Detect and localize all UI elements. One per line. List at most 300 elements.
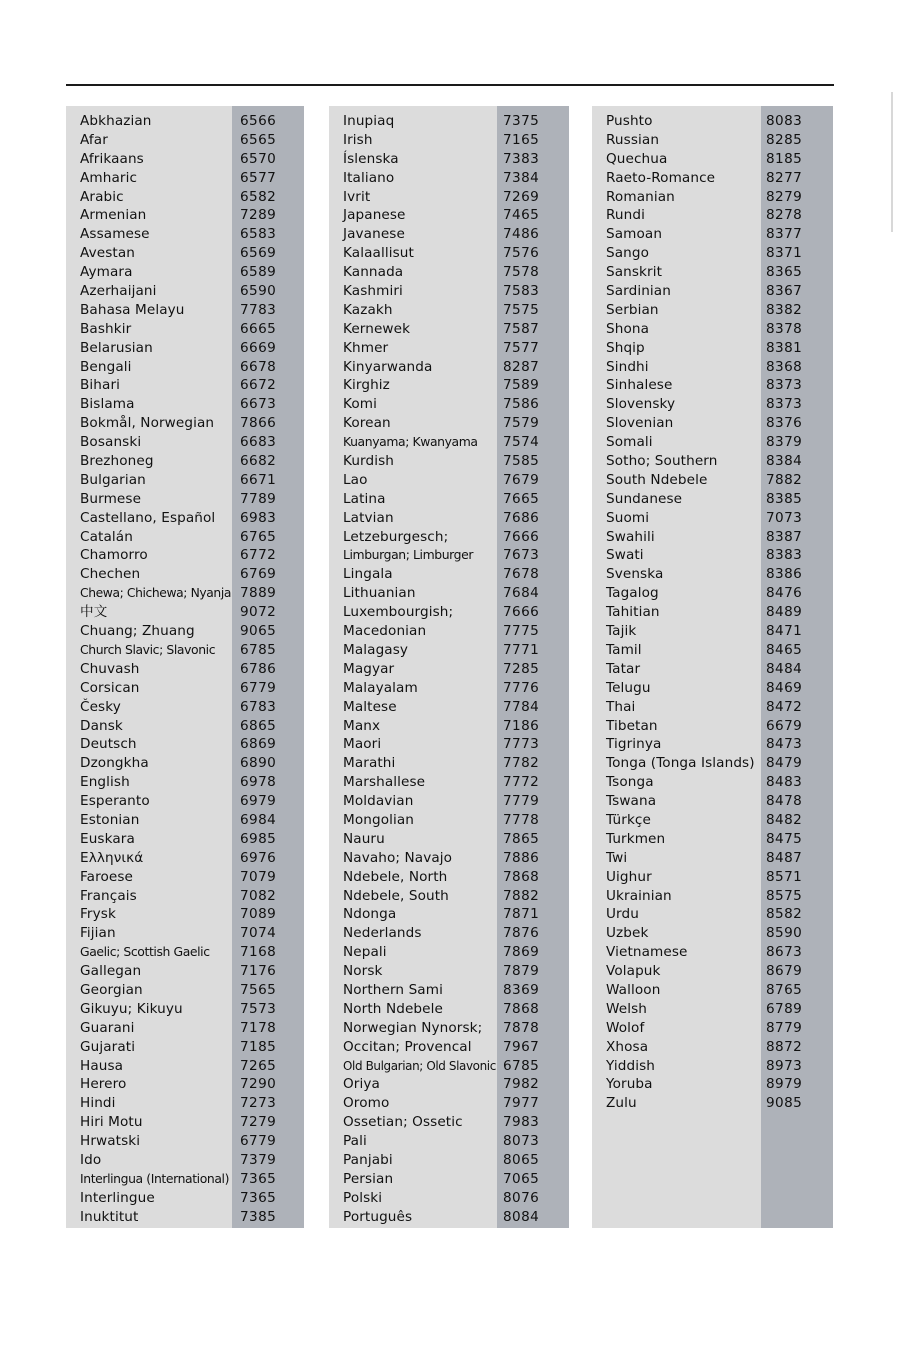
language-code: 8872	[766, 1038, 803, 1055]
language-name: Gikuyu; Kikuyu	[80, 1000, 183, 1017]
language-row	[329, 169, 569, 188]
language-code: 8368	[766, 358, 803, 375]
language-code: 8383	[766, 547, 803, 564]
language-row	[329, 924, 569, 943]
language-name: Euskara	[80, 830, 135, 847]
language-name: Amharic	[80, 169, 138, 186]
language-name: Javanese	[343, 226, 405, 243]
language-name: Afrikaans	[80, 150, 144, 167]
language-code: 8387	[766, 528, 803, 545]
language-code: 7666	[503, 528, 540, 545]
language-row	[66, 830, 304, 849]
language-row	[66, 452, 304, 471]
language-name: Limburgan; Limburger	[343, 547, 474, 563]
language-row	[66, 339, 304, 358]
language-code: 8487	[766, 849, 803, 866]
language-row	[66, 263, 304, 282]
language-code: 7869	[503, 944, 540, 961]
language-row	[66, 981, 304, 1000]
language-name: Kirghiz	[343, 377, 390, 394]
language-code: 8475	[766, 830, 803, 847]
language-row	[66, 112, 304, 131]
language-row	[66, 150, 304, 169]
language-code: 6673	[240, 396, 277, 413]
language-row	[66, 320, 304, 339]
language-code: 7465	[503, 207, 540, 224]
language-code: 8073	[503, 1133, 540, 1150]
language-name: Assamese	[80, 226, 150, 243]
language-row	[329, 131, 569, 150]
language-row	[66, 169, 304, 188]
language-name: Nederlands	[343, 925, 422, 942]
language-name: Komi	[343, 396, 377, 413]
language-code: 9065	[240, 623, 277, 640]
language-code: 7673	[503, 547, 540, 564]
language-row	[66, 905, 304, 924]
language-name: Swati	[606, 547, 644, 564]
language-code: 6566	[240, 113, 277, 129]
language-name: Raeto-Romance	[606, 169, 716, 186]
language-code: 7977	[503, 1095, 540, 1112]
language-code: 6978	[240, 774, 277, 791]
language-row	[66, 1038, 304, 1057]
language-name: Bokmål, Norwegian	[80, 415, 215, 432]
language-code: 8386	[766, 566, 803, 583]
language-code: 7082	[240, 887, 277, 904]
language-code: 7886	[503, 849, 540, 866]
language-row	[592, 603, 833, 622]
language-code: 7073	[766, 509, 803, 526]
language-row	[66, 414, 304, 433]
language-name: Nepali	[343, 944, 387, 961]
language-list	[66, 112, 304, 1227]
language-code: 8279	[766, 188, 803, 205]
language-code: 8377	[766, 226, 803, 243]
language-row	[66, 244, 304, 263]
language-code: 6590	[240, 283, 277, 300]
language-name: Pali	[343, 1133, 367, 1150]
language-row	[329, 565, 569, 584]
language-name: Türkçe	[606, 811, 651, 828]
language-name: Bashkir	[80, 320, 132, 337]
language-code: 7375	[503, 113, 540, 129]
language-code: 8779	[766, 1019, 803, 1036]
language-row	[592, 792, 833, 811]
language-name: English	[80, 774, 130, 791]
language-code: 8382	[766, 301, 803, 318]
language-code: 7772	[503, 774, 540, 791]
language-code: 8381	[766, 339, 803, 356]
language-column-3	[592, 106, 833, 1228]
language-row	[66, 433, 304, 452]
language-name: Sinhalese	[606, 377, 673, 394]
language-code: 7576	[503, 245, 540, 262]
language-row	[66, 188, 304, 207]
language-name: Hindi	[80, 1095, 116, 1112]
language-row	[592, 528, 833, 547]
language-row	[592, 754, 833, 773]
language-code: 8679	[766, 963, 803, 980]
language-name: Sardinian	[606, 283, 671, 300]
language-row	[329, 641, 569, 660]
language-code: 6779	[240, 1133, 277, 1150]
language-name: Ελληνικά	[80, 849, 144, 866]
language-name: Chuvash	[80, 660, 140, 677]
language-code: 8376	[766, 415, 803, 432]
language-name: Persian	[343, 1170, 394, 1187]
language-code: 6869	[240, 736, 277, 753]
language-code: 8278	[766, 207, 803, 224]
language-code: 8084	[503, 1208, 540, 1225]
language-name: Bahasa Melayu	[80, 301, 185, 318]
language-row	[329, 603, 569, 622]
language-row	[329, 414, 569, 433]
language-name: Northern Sami	[343, 981, 443, 998]
language-row	[329, 981, 569, 1000]
language-row	[66, 546, 304, 565]
language-name: Letzeburgesch;	[343, 528, 449, 545]
language-name: Afar	[80, 131, 108, 148]
language-code: 8371	[766, 245, 803, 262]
language-code: 8575	[766, 887, 803, 904]
language-code: 7783	[240, 301, 277, 318]
language-name: Maltese	[343, 698, 397, 715]
language-name: Yiddish	[606, 1057, 656, 1074]
language-code: 8765	[766, 981, 803, 998]
language-code: 7982	[503, 1076, 540, 1093]
language-code: 8478	[766, 793, 803, 810]
language-row	[329, 1151, 569, 1170]
language-name: Kashmiri	[343, 283, 403, 300]
language-name: Oromo	[343, 1095, 390, 1112]
language-row	[592, 849, 833, 868]
language-code: 7665	[503, 490, 540, 507]
language-name: Suomi	[606, 509, 650, 526]
language-code: 7185	[240, 1038, 277, 1055]
language-name: Deutsch	[80, 736, 137, 753]
language-row	[329, 698, 569, 717]
language-name: Panjabi	[343, 1151, 393, 1168]
language-list	[329, 112, 569, 1227]
language-row	[329, 905, 569, 924]
language-name: Telugu	[606, 679, 651, 696]
language-row	[329, 830, 569, 849]
language-row	[592, 376, 833, 395]
language-code: 7585	[503, 453, 540, 470]
language-code: 8287	[503, 358, 540, 375]
language-row	[329, 1000, 569, 1019]
language-row	[329, 868, 569, 887]
language-name: Bengali	[80, 358, 132, 375]
language-code: 8365	[766, 264, 803, 281]
language-row	[66, 1132, 304, 1151]
language-code: 7577	[503, 339, 540, 356]
language-code: 8479	[766, 755, 803, 772]
language-column-2	[329, 106, 569, 1228]
language-name: Georgian	[80, 981, 143, 998]
language-row	[592, 1038, 833, 1057]
language-row	[66, 660, 304, 679]
language-code: 7265	[240, 1057, 277, 1074]
language-code: 8673	[766, 944, 803, 961]
language-name: Ndebele, North	[343, 868, 448, 885]
language-row	[66, 641, 304, 660]
language-code: 7779	[503, 793, 540, 810]
language-name: Twi	[606, 849, 628, 866]
language-code: 7365	[240, 1189, 277, 1206]
language-row	[66, 395, 304, 414]
language-code: 7684	[503, 585, 540, 602]
language-row	[66, 717, 304, 736]
language-code: 7565	[240, 981, 277, 998]
language-code: 7782	[503, 755, 540, 772]
language-row	[592, 698, 833, 717]
language-code: 8973	[766, 1057, 803, 1074]
language-row	[329, 811, 569, 830]
language-row	[592, 1094, 833, 1113]
language-row	[329, 943, 569, 962]
language-row	[592, 339, 833, 358]
language-name: South Ndebele	[606, 471, 708, 488]
language-name: Português	[343, 1208, 413, 1225]
language-code: 8482	[766, 811, 803, 828]
language-name: Esperanto	[80, 793, 150, 810]
language-row	[66, 225, 304, 244]
language-name: Kuanyama; Kwanyama	[343, 434, 478, 450]
language-code: 7882	[503, 887, 540, 904]
language-row	[592, 395, 833, 414]
language-name: Dansk	[80, 717, 123, 734]
language-code: 6985	[240, 830, 277, 847]
language-code: 7178	[240, 1019, 277, 1036]
language-row	[329, 528, 569, 547]
language-row	[592, 981, 833, 1000]
language-row	[592, 509, 833, 528]
language-row	[592, 131, 833, 150]
language-name: Uzbek	[606, 925, 649, 942]
language-name: Guarani	[80, 1019, 135, 1036]
language-name: Arabic	[80, 188, 124, 205]
language-code: 6779	[240, 679, 277, 696]
language-name: Marathi	[343, 755, 396, 772]
language-name: Bulgarian	[80, 471, 146, 488]
language-row	[329, 433, 569, 452]
language-row	[592, 622, 833, 641]
language-row	[592, 943, 833, 962]
language-code: 8373	[766, 377, 803, 394]
language-list	[592, 112, 833, 1113]
language-name: Íslenska	[343, 150, 399, 167]
language-code: 7273	[240, 1095, 277, 1112]
language-row	[592, 452, 833, 471]
language-row	[329, 962, 569, 981]
language-code: 7285	[503, 660, 540, 677]
language-name: Ido	[80, 1151, 102, 1168]
language-name: Quechua	[606, 150, 668, 167]
language-name: Japanese	[343, 207, 406, 224]
language-row	[592, 112, 833, 131]
language-name: Volapuk	[606, 963, 661, 980]
language-name: Gaelic; Scottish Gaelic	[80, 944, 210, 960]
language-row	[329, 301, 569, 320]
language-name: Tonga (Tonga Islands)	[606, 755, 755, 772]
language-row	[329, 1057, 569, 1076]
language-code: 7365	[240, 1170, 277, 1187]
language-row	[66, 509, 304, 528]
language-name: Polski	[343, 1189, 383, 1206]
language-row	[592, 301, 833, 320]
language-name: Armenian	[80, 207, 147, 224]
language-name: Hausa	[80, 1057, 124, 1074]
language-row	[66, 565, 304, 584]
language-name: Nauru	[343, 830, 385, 847]
language-row	[329, 376, 569, 395]
language-row	[329, 358, 569, 377]
language-code: 6765	[240, 528, 277, 545]
language-name: Uighur	[606, 868, 652, 885]
language-code: 7186	[503, 717, 540, 734]
language-name: Tatar	[606, 660, 641, 677]
language-code: 7879	[503, 963, 540, 980]
language-name: Latvian	[343, 509, 394, 526]
language-code: 7686	[503, 509, 540, 526]
language-row	[66, 1000, 304, 1019]
language-name: Old Bulgarian; Old Slavonic	[343, 1057, 496, 1073]
language-row	[592, 206, 833, 225]
language-name: Bosanski	[80, 434, 142, 451]
language-code: 7383	[503, 150, 540, 167]
language-name: Herero	[80, 1076, 127, 1093]
language-row	[329, 471, 569, 490]
language-name: Castellano, Español	[80, 509, 216, 526]
language-name: Norsk	[343, 963, 383, 980]
language-row	[592, 358, 833, 377]
language-code: 7775	[503, 623, 540, 640]
language-code: 7876	[503, 925, 540, 942]
language-row	[66, 1151, 304, 1170]
language-name: Aymara	[80, 264, 133, 281]
language-row	[592, 150, 833, 169]
language-name: Svenska	[606, 566, 664, 583]
language-code: 7865	[503, 830, 540, 847]
language-name: Hiri Motu	[80, 1114, 143, 1131]
language-name: Khmer	[343, 339, 389, 356]
language-row	[329, 1094, 569, 1113]
language-code: 7290	[240, 1076, 277, 1093]
language-row	[329, 320, 569, 339]
language-code: 6671	[240, 471, 277, 488]
language-name: Tigrinya	[606, 736, 662, 753]
language-row	[329, 395, 569, 414]
language-code: 7866	[240, 415, 277, 432]
language-code: 8384	[766, 453, 803, 470]
language-name: Magyar	[343, 660, 395, 677]
language-code: 7379	[240, 1151, 277, 1168]
language-row	[329, 282, 569, 301]
language-name: Ndonga	[343, 906, 397, 923]
language-code: 7289	[240, 207, 277, 224]
language-name: Ossetian; Ossetic	[343, 1114, 463, 1131]
language-code: 7168	[240, 944, 277, 961]
language-code: 7773	[503, 736, 540, 753]
language-code: 6984	[240, 811, 277, 828]
language-code: 6785	[503, 1057, 540, 1074]
language-row	[329, 490, 569, 509]
language-row	[329, 660, 569, 679]
language-name: Česky	[80, 698, 121, 715]
language-code: 6669	[240, 339, 277, 356]
language-name: Frysk	[80, 906, 116, 923]
language-name: Sotho; Southern	[606, 453, 718, 470]
language-row	[329, 717, 569, 736]
language-name: Norwegian Nynorsk;	[343, 1019, 483, 1036]
language-row	[329, 1170, 569, 1189]
language-name: Sanskrit	[606, 264, 663, 281]
language-row	[66, 698, 304, 717]
language-row	[66, 471, 304, 490]
language-code: 8277	[766, 169, 803, 186]
language-name: Ndebele, South	[343, 887, 449, 904]
language-row	[592, 905, 833, 924]
language-name: Sundanese	[606, 490, 683, 507]
language-row	[592, 924, 833, 943]
language-name: Pushto	[606, 113, 653, 129]
language-row	[329, 622, 569, 641]
language-code: 7385	[240, 1208, 277, 1225]
language-code: 6569	[240, 245, 277, 262]
language-code: 6683	[240, 434, 277, 451]
language-code: 6577	[240, 169, 277, 186]
language-row	[329, 1019, 569, 1038]
language-code: 8385	[766, 490, 803, 507]
language-code: 7868	[503, 868, 540, 885]
language-name: Church Slavic; Slavonic	[80, 641, 216, 657]
language-code: 6582	[240, 188, 277, 205]
language-name: Malagasy	[343, 641, 409, 658]
language-row	[66, 490, 304, 509]
language-name: Ivrit	[343, 188, 371, 205]
language-name: Slovensky	[606, 396, 676, 413]
language-row	[592, 830, 833, 849]
language-code: 6678	[240, 358, 277, 375]
language-code: 7165	[503, 131, 540, 148]
language-name: Estonian	[80, 811, 140, 828]
language-name: Gallegan	[80, 963, 142, 980]
language-row	[66, 962, 304, 981]
language-code: 6565	[240, 131, 277, 148]
language-name: Dzongkha	[80, 755, 149, 772]
language-code: 8373	[766, 396, 803, 413]
language-code: 7789	[240, 490, 277, 507]
language-name: Sango	[606, 245, 650, 262]
language-row	[329, 849, 569, 868]
language-code: 8379	[766, 434, 803, 451]
language-name: Azerhaijani	[80, 283, 157, 300]
language-row	[66, 754, 304, 773]
language-row	[592, 414, 833, 433]
language-name: Kannada	[343, 264, 404, 281]
language-name: Xhosa	[606, 1038, 649, 1055]
language-name: Brezhoneg	[80, 453, 154, 470]
language-row	[66, 206, 304, 225]
language-row	[592, 565, 833, 584]
language-row	[66, 584, 304, 603]
language-name: Occitan; Provencal	[343, 1038, 472, 1055]
language-code: 7486	[503, 226, 540, 243]
language-name: Walloon	[606, 981, 661, 998]
language-row	[592, 225, 833, 244]
language-row	[329, 452, 569, 471]
